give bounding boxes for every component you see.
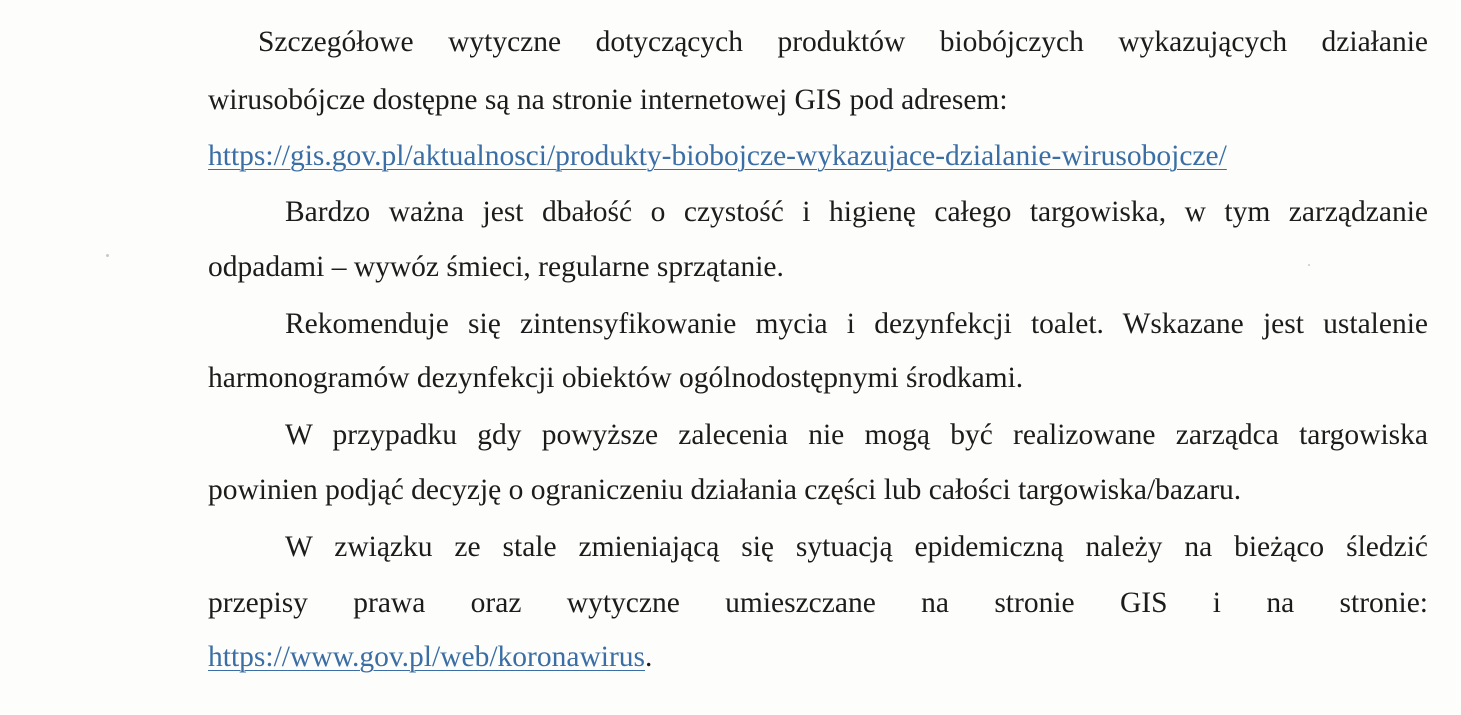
scan-speck <box>106 254 109 257</box>
paragraph-3-line-1: Rekomenduje się zintensyfikowanie mycia i dezynfekcji toalet. Wskazane jest ustalenie <box>285 308 1428 340</box>
paragraph-1-line-2: wirusobójcze dostępne są na stronie internetowej GIS pod adresem: <box>208 84 1008 116</box>
paragraph-1-line-1: Szczegółowe wytyczne dotyczących produktów biobójczych wykazujących działanie <box>258 26 1428 58</box>
paragraph-5-line-2: przepisy prawa oraz wytyczne umieszczane na stronie GIS i na stronie: <box>208 587 1428 619</box>
paragraph-2-line-2: odpadami – wywóz śmieci, regularne sprzątanie. <box>208 251 784 283</box>
paragraph-3-line-2: harmonogramów dezynfekcji obiektów ogólnodostępnymi środkami. <box>208 362 1024 394</box>
paragraph-4-line-2: powinien podjąć decyzję o ograniczeniu działania części lub całości targowiska/bazaru. <box>208 474 1242 506</box>
koronawirus-link[interactable]: https://www.gov.pl/web/koronawirus <box>208 641 645 673</box>
paragraph-5-line-1: W związku ze stale zmieniającą się sytuacją epidemiczną należy na bieżąco śledzić <box>285 531 1428 563</box>
scan-speck <box>1308 264 1310 266</box>
gis-biocides-link[interactable]: https://gis.gov.pl/aktualnosci/produkty-biobojcze-wykazujace-dzialanie-wirusobojcze/ <box>208 140 1227 172</box>
link-period: . <box>645 641 653 673</box>
paragraph-2-line-1: Bardzo ważna jest dbałość o czystość i higienę całego targowiska, w tym zarządzanie <box>285 196 1428 228</box>
gis-link-line <box>208 136 1227 176</box>
koronawirus-link-line <box>208 637 652 677</box>
paragraph-4-line-1: W przypadku gdy powyższe zalecenia nie mogą być realizowane zarządca targowiska <box>285 419 1428 451</box>
